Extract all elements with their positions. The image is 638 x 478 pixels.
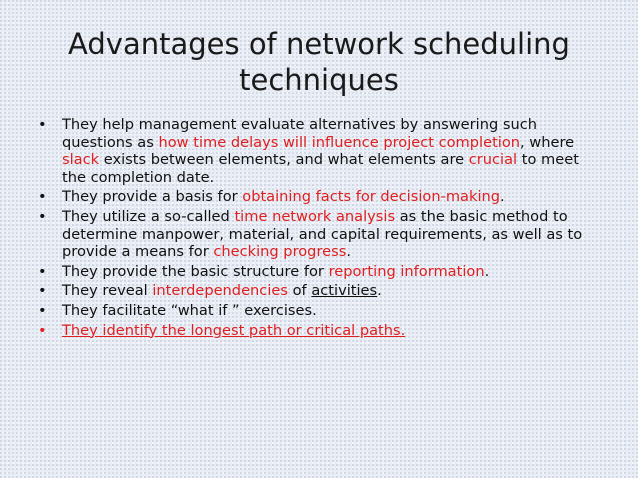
list-item: • They provide the basic structure for reporting information. xyxy=(38,262,490,280)
bullet-icon: • xyxy=(38,321,47,339)
bullet-icon: • xyxy=(38,262,47,280)
slide-title: Advantages of network scheduling techniques xyxy=(68,27,570,97)
bullet-icon: • xyxy=(38,301,47,319)
bullet-icon: • xyxy=(38,116,47,133)
bullet-icon: • xyxy=(38,282,47,300)
list-item: • They facilitate “what if ” exercises. xyxy=(38,301,317,319)
list-item: • They provide a basis for obtaining facts for decision-making. xyxy=(38,188,505,206)
highlight-text: slack xyxy=(62,151,100,169)
highlight-text: how time delays will influence project completion xyxy=(158,133,521,151)
list-item: • They help management evaluate alternatives by answering such questions as how time delays will influence project completion, where slack exists between elements, and what elements are crucial to meet the completion date. xyxy=(38,116,579,186)
highlight-text: reporting information xyxy=(328,262,485,280)
list-item xyxy=(38,322,598,340)
highlight-text: They identify the longest path or critical paths. xyxy=(62,321,406,339)
bullet-icon: • xyxy=(38,188,47,206)
list-item: • They reveal interdependencies of activities. xyxy=(38,282,382,300)
highlight-text: interdependencies xyxy=(152,282,288,300)
highlight-text: crucial xyxy=(468,151,518,169)
underlined-link-text[interactable]: activities xyxy=(311,282,378,300)
bullet-icon: • xyxy=(38,207,47,225)
bullet-list xyxy=(38,116,598,341)
list-item: • They utilize a so-called time network analysis as the basic method to determine manpower, material, and capital requirements, as well as to provide a means for checking progress. xyxy=(38,207,583,261)
highlight-text: time network analysis xyxy=(234,207,396,225)
highlight-text: obtaining facts for decision-making xyxy=(242,188,501,206)
highlight-text: checking progress xyxy=(213,243,347,261)
